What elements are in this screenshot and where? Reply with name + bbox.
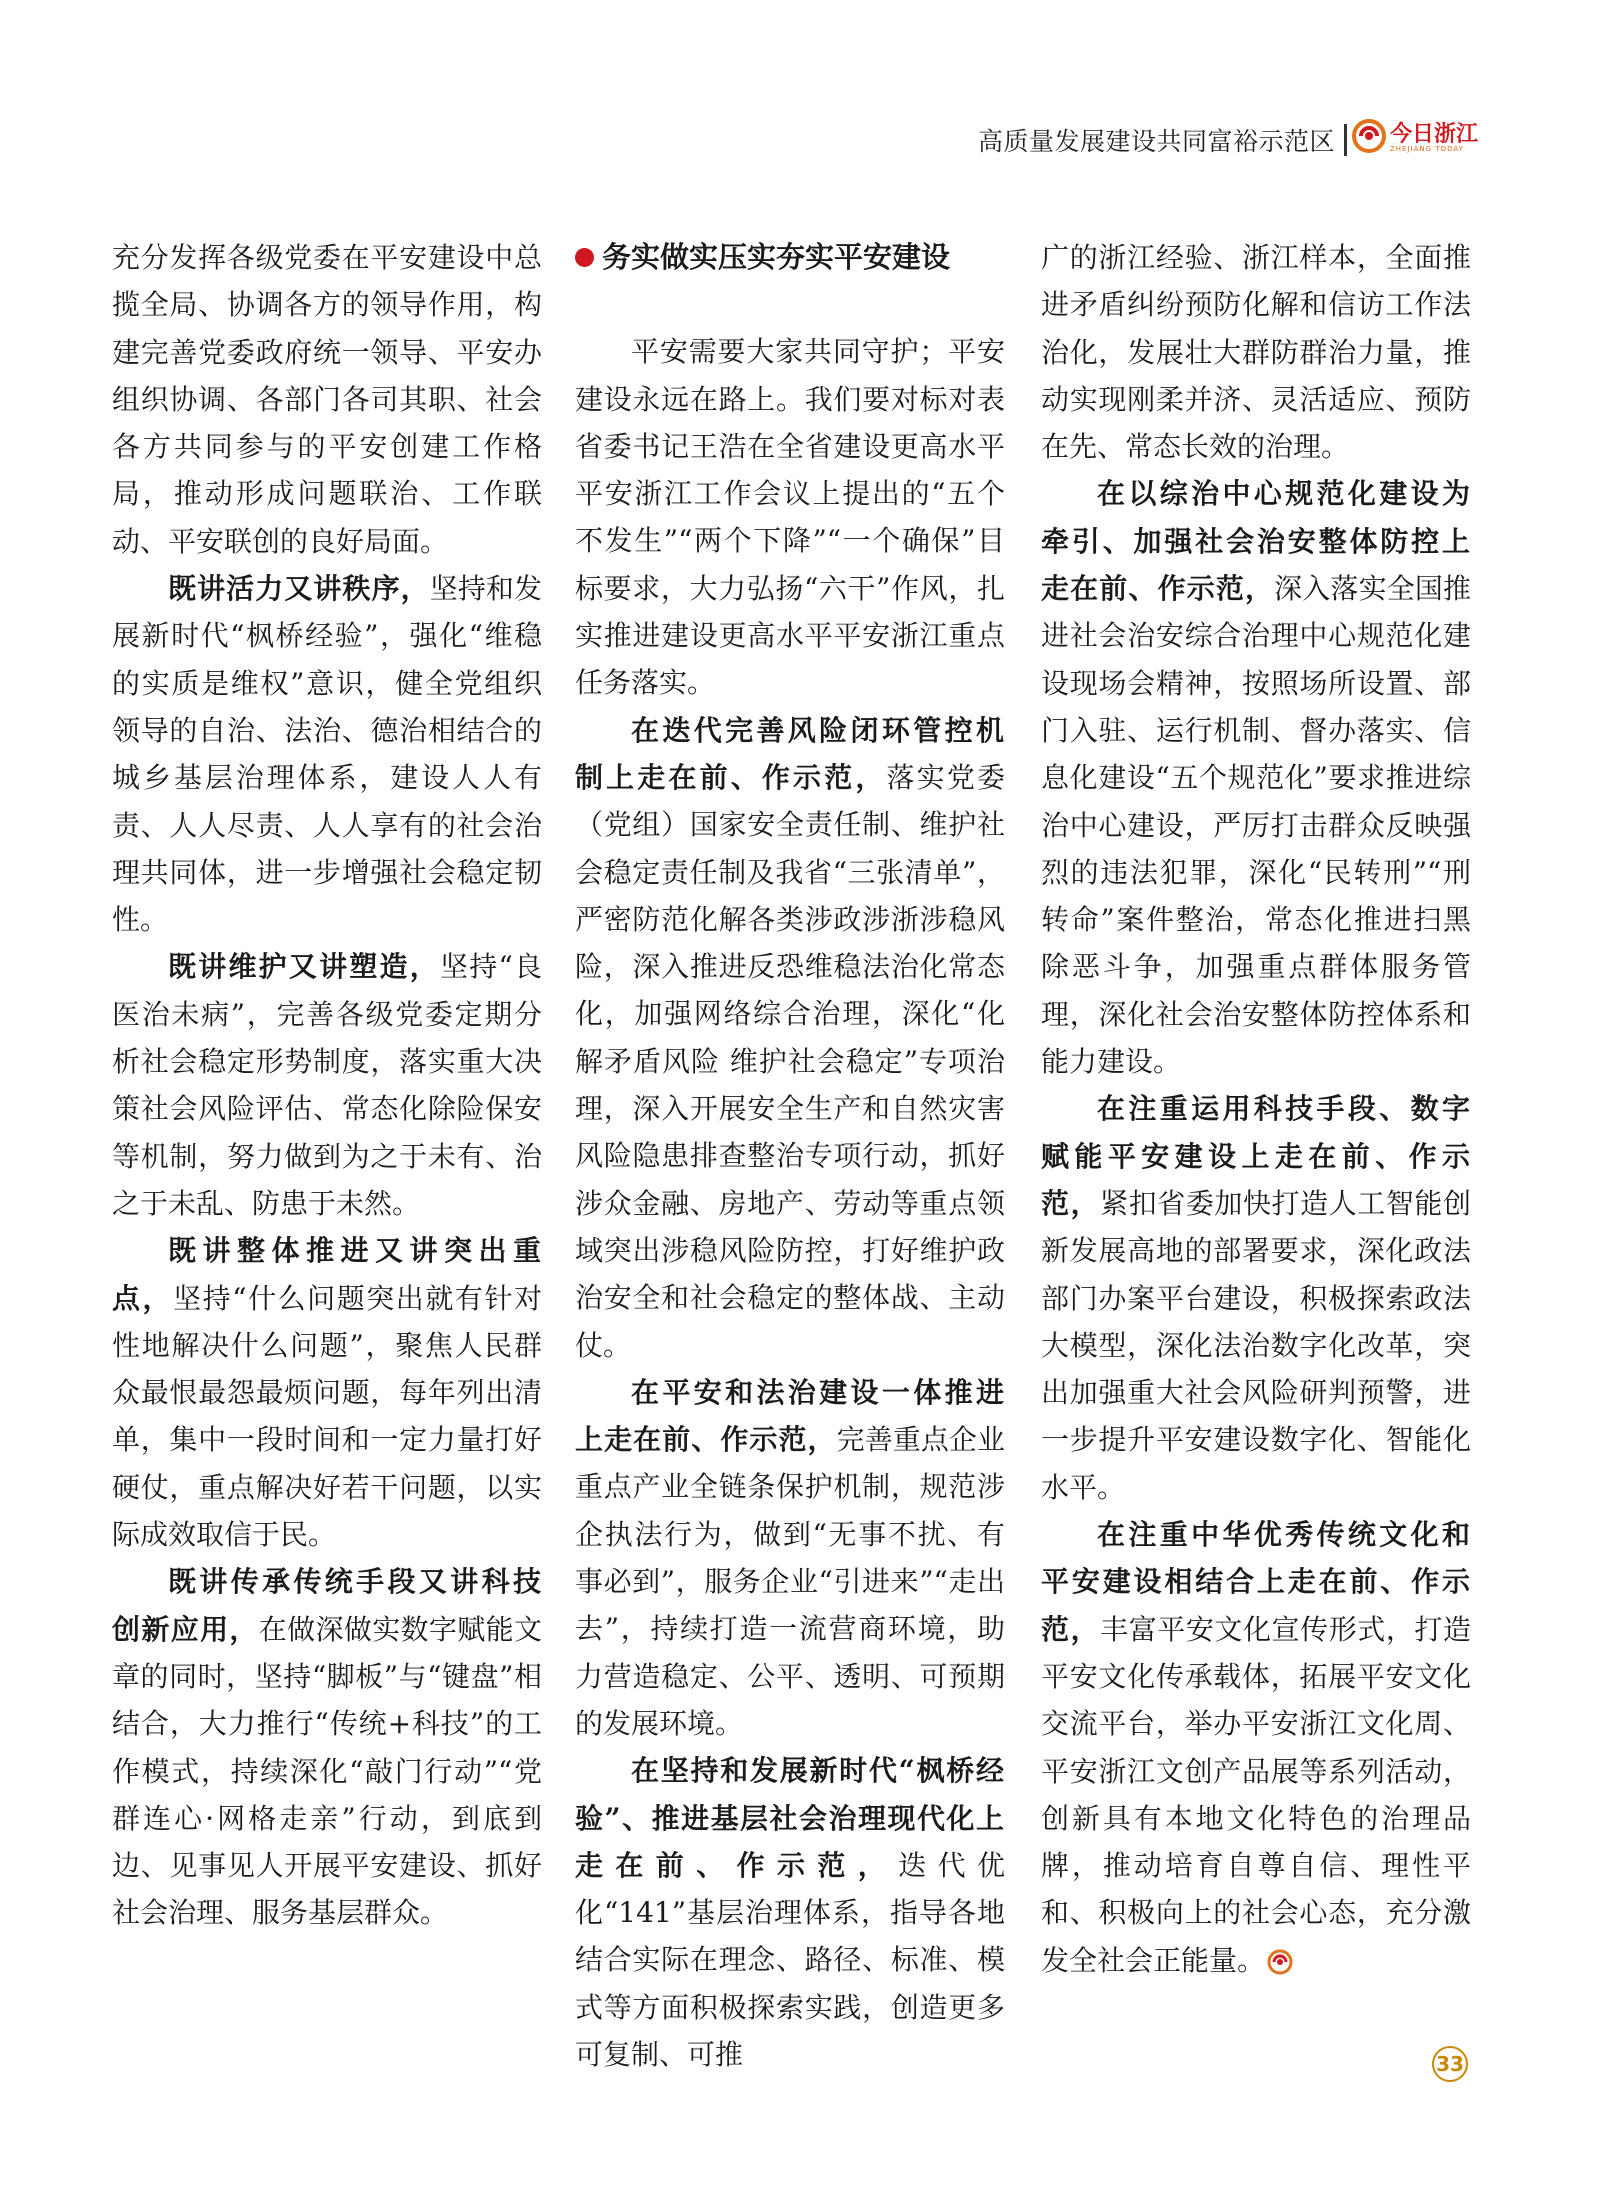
paragraph [112, 1558, 542, 1936]
paragraph [112, 565, 542, 943]
paragraph [1041, 1511, 1471, 1984]
paragraph-lead: 在注重中华优秀传统文化和平安建设相结合上走在前、作示范， [1041, 1518, 1471, 1646]
paragraph: 充分发挥各级党委在平安建设中总揽全局、协调各方的领导作用，构建完善党委政府统一领导、平安办组织协调、各部门各司其职、社会各方共同参与的平安创建工作格局，推动形成问题联治、工作联动、平安联创的良好局面。 [112, 241, 542, 558]
paragraph-lead: 在注重运用科技手段、数字赋能平安建设上走在前、作示范， [1041, 1092, 1471, 1220]
paragraph-body: 落实党委（党组）国家安全责任制、维护社会稳定责任制及我省“三张清单”，严密防范化解各类涉政涉浙涉稳风险，深入推进反恐维稳法治化常态化，加强网络综合治理，深化“化解矛盾风险 维护社会稳定”专项治理，深入开展安全生产和自然灾害风险隐患排查整治专项行动，抓好涉众金融、房地产、劳动等重点领域突出涉稳风险防控，打好维护政治安全和社会稳定的整体战、主动仗。 [575, 760, 1005, 1362]
paragraph-lead: 在坚持和发展新时代“枫桥经验”、推进基层社会治理现代化上走在前、作示范， [575, 1754, 1005, 1882]
paragraph-lead: 既讲维护又讲塑造， [168, 950, 440, 984]
paragraph: 广的浙江经验、浙江样本，全面推进矛盾纠纷预防化解和信访工作法治化，发展壮大群防群治力量，推动实现刚柔并济、灵活适应、预防在先、常态长效的治理。 [1041, 241, 1471, 464]
paragraph-body: 丰富平安文化宣传形式，打造平安文化传承载体，拓展平安文化交流平台，举办平安浙江文化周、平安浙江文创产品展等系列活动，创新具有本地文化特色的治理品牌，推动培育自尊自信、理性平和、积极向上的社会心态，充分激发全社会正能量。 [1041, 1612, 1471, 1977]
paragraph-lead: 在以综治中心规范化建设为牵引、加强社会治安整体防控上走在前、作示范， [1041, 477, 1471, 606]
paragraph [1041, 1085, 1471, 1511]
paragraph-lead: 既讲传承传统手段又讲科技创新应用， [112, 1565, 542, 1646]
paragraph-body: 坚持和发展新时代“枫桥经验”，强化“维稳的实质是维权”意识，健全党组织领导的自治、法治、德治相结合的城乡基层治理体系，建设人人有责、人人尽责、人人享有的社会治理共同体，进一步增强社会稳定韧性。 [112, 572, 542, 937]
article-column-3 [1041, 234, 1471, 1984]
paragraph-lead: 在迭代完善风险闭环管控机制上走在前、作示范， [575, 713, 1005, 794]
logo-subtext: ZHEJIANG TODAY [1390, 145, 1464, 153]
paragraph [575, 707, 1005, 1369]
section-heading-text: 务实做实压实夯实平安建设 [602, 240, 951, 274]
red-bullet-icon [575, 248, 594, 267]
page-number: 33 [1432, 2046, 1468, 2082]
end-mark-icon [1267, 1949, 1293, 1975]
paragraph-body: 在做深做实数字赋能文章的同时，坚持“脚板”与“键盘”相结合，大力推行“传统+科技”的工作模式，持续深化“敲门行动”“党群连心·网格走亲”行动，到底到边、见事见人开展平安建设、抓好社会治理、服务基层群众。 [112, 1612, 542, 1930]
paragraph-body: 紧扣省委加快打造人工智能创新发展高地的部署要求，深化政法部门办案平台建设，积极探索政法大模型，深化法治数字化改革，突出加强重大社会风险研判预警，进一步提升平安建设数字化、智能化水平。 [1041, 1186, 1471, 1504]
paragraph-body: 坚持“什么问题突出就有针对性地解决什么问题”，聚焦人民群众最恨最怨最烦问题，每年列出清单，集中一段时间和一定力量打好硬仗，重点解决好若干问题，以实际成效取信于民。 [112, 1281, 542, 1552]
page-header [0, 0, 1600, 170]
paragraph [1041, 470, 1471, 1085]
article-column-1 [112, 234, 542, 1937]
paragraph [112, 1227, 542, 1558]
header-title: 高质量发展建设共同富裕示范区 [977, 127, 1335, 156]
paragraph [575, 1747, 1005, 2078]
paragraph-lead: 既讲整体推进又讲突出重点， [112, 1234, 542, 1315]
paragraph-body: 完善重点企业重点产业全链条保护机制，规范涉企执法行为，做到“无事不扰、有事必到”，服务企业“引进来”“走出去”，持续打造一流营商环境，助力营造稳定、公平、透明、可预期的发展环境。 [575, 1423, 1005, 1740]
paragraph [575, 1369, 1005, 1747]
paragraph-body: 迭代优化“141”基层治理体系，指导各地结合实际在理念、路径、标准、模式等方面积极探索实践，创造更多可复制、可推 [575, 1848, 1005, 2071]
paragraph-lead: 在平安和法治建设一体推进上走在前、作示范， [575, 1375, 1005, 1457]
section-heading [575, 234, 1005, 281]
paragraph-lead: 既讲活力又讲秩序， [168, 572, 430, 606]
publication-logo [1352, 115, 1477, 161]
paragraph: 平安需要大家共同守护；平安建设永远在路上。我们要对标对表省委书记王浩在全省建设更高水平平安浙江工作会议上提出的“五个不发生”“两个下降”“一个确保”目标要求，大力弘扬“六干”作风，扎实推进建设更高水平平安浙江重点任务落实。 [575, 335, 1005, 700]
header-divider [1344, 124, 1347, 156]
article-column-2 [575, 234, 1005, 2078]
logo-text: 今日浙江 [1390, 121, 1479, 147]
paragraph-body: 深入落实全国推进社会治安综合治理中心规范化建设现场会精神，按照场所设置、部门入驻、运行机制、督办落实、信息化建设“五个规范化”要求推进综治中心建设，严厉打击群众反映强烈的违法犯罪，深化“民转刑”“刑转命”案件整治，常态化推进扫黑除恶斗争，加强重点群体服务管理，深化社会治安整体防控体系和能力建设。 [1041, 572, 1471, 1079]
paragraph-body: 坚持“良医治未病”，完善各级党委定期分析社会稳定形势制度，落实重大决策社会风险评估、常态化除险保安等机制，努力做到为之于未有、治之于未乱、防患于未然。 [112, 950, 542, 1220]
paragraph [112, 943, 542, 1227]
logo-swirl-icon [1352, 119, 1386, 153]
